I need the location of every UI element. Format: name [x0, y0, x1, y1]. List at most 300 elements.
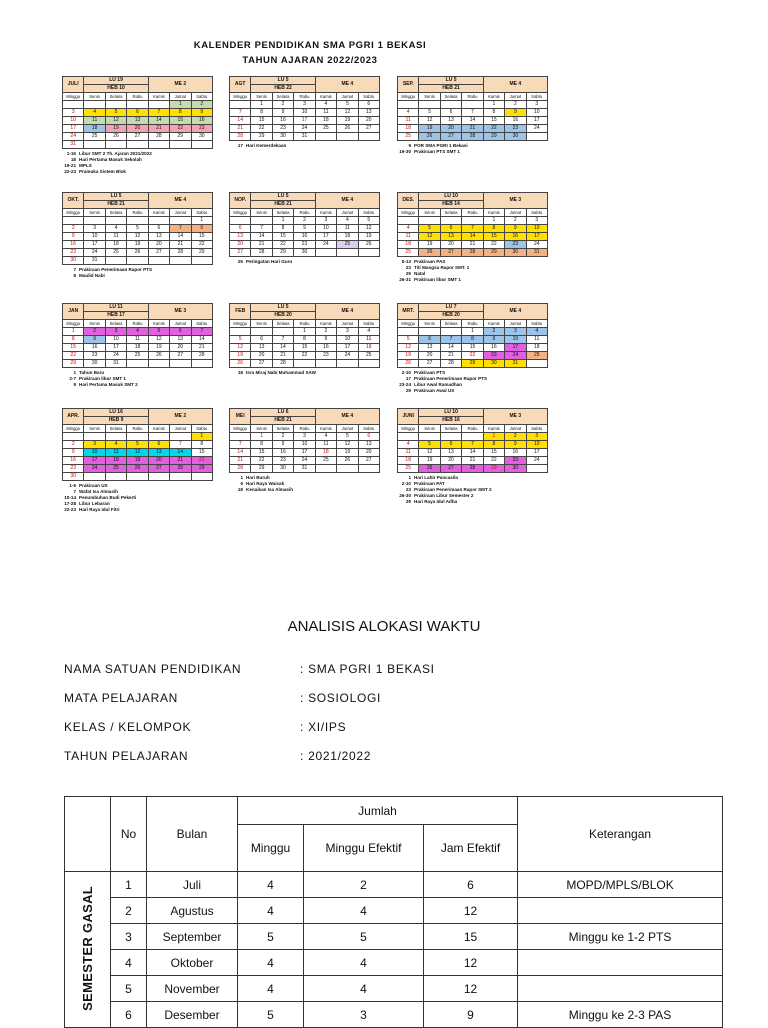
day-cell: 30: [272, 133, 293, 141]
month-me: ME 4: [148, 193, 212, 209]
day-cell: 18: [398, 125, 419, 133]
note-date: 18: [237, 487, 243, 492]
day-name: Jumat: [505, 425, 526, 433]
day-cell: 30: [505, 133, 526, 141]
day-cell: 31: [294, 465, 315, 473]
day-cell: 20: [148, 457, 169, 465]
day-name: Sabtu: [526, 93, 547, 101]
cell-minggu: 4: [238, 872, 304, 898]
note-date: 29: [405, 499, 411, 504]
note-date: 18: [70, 157, 76, 162]
day-name: Sabtu: [191, 209, 212, 217]
day-cell: [148, 141, 169, 149]
cell-no: 3: [111, 924, 147, 950]
day-cell: 1: [483, 433, 504, 441]
cell-no: 2: [111, 898, 147, 924]
day-cell: 6: [148, 441, 169, 449]
day-cell: 21: [462, 457, 483, 465]
header-jumlah: Jumlah: [238, 797, 518, 825]
day-name: Minggu: [230, 93, 251, 101]
day-name: Selasa: [272, 425, 293, 433]
day-name: Selasa: [272, 320, 293, 328]
cell-keterangan: MOPD/MPLS/BLOK: [518, 872, 723, 898]
day-cell: 9: [505, 225, 526, 233]
day-cell: 10: [294, 109, 315, 117]
day-cell: 21: [440, 352, 461, 360]
day-cell: [230, 101, 251, 109]
cell-minggu: 5: [238, 1002, 304, 1028]
day-cell: [398, 101, 419, 109]
day-cell: 12: [127, 449, 148, 457]
day-name: Rabu: [127, 425, 148, 433]
day-cell: 17: [105, 344, 126, 352]
day-cell: 6: [170, 328, 191, 336]
day-cell: 29: [170, 133, 191, 141]
day-cell: [337, 465, 358, 473]
day-cell: 16: [483, 344, 504, 352]
day-cell: 2: [63, 225, 84, 233]
month-me: ME 3: [483, 409, 547, 425]
day-cell: [127, 141, 148, 149]
day-cell: [272, 328, 293, 336]
day-name: Senin: [419, 425, 440, 433]
day-cell: 26: [105, 133, 126, 141]
cell-minggu: 4: [238, 898, 304, 924]
month-calendar-8: [397, 303, 547, 394]
day-cell: [358, 249, 379, 257]
day-cell: 22: [483, 241, 504, 249]
day-cell: 18: [315, 449, 336, 457]
day-cell: 11: [84, 117, 105, 125]
day-cell: 23: [191, 125, 212, 133]
day-cell: 27: [230, 249, 251, 257]
month-me: ME 2: [148, 77, 212, 93]
day-cell: 11: [337, 225, 358, 233]
day-cell: 19: [398, 352, 419, 360]
day-cell: 5: [419, 109, 440, 117]
note-date: 1: [240, 475, 243, 480]
day-cell: 22: [63, 352, 84, 360]
note-date: 10-14: [64, 495, 76, 500]
day-cell: 31: [294, 133, 315, 141]
note-text: Prakiraan libur SMT 1: [79, 376, 126, 381]
month-lu: LU 5: [251, 77, 315, 85]
day-cell: 22: [191, 241, 212, 249]
day-cell: 4: [398, 441, 419, 449]
table-row: [65, 976, 723, 1002]
header-minggu: Minggu: [238, 825, 304, 872]
day-cell: [170, 433, 191, 441]
day-name: Jumat: [337, 425, 358, 433]
day-cell: 20: [419, 352, 440, 360]
day-cell: 26: [337, 457, 358, 465]
day-cell: 10: [337, 336, 358, 344]
day-cell: 26: [419, 133, 440, 141]
day-cell: 16: [294, 233, 315, 241]
note-line: [229, 487, 379, 493]
note-text: Prakiraan PAT: [414, 481, 445, 486]
note-text: Prakiraan US: [79, 483, 108, 488]
day-cell: 27: [170, 352, 191, 360]
day-cell: [148, 217, 169, 225]
day-cell: 14: [462, 117, 483, 125]
day-cell: 4: [84, 109, 105, 117]
day-cell: 16: [505, 117, 526, 125]
month-notes: [62, 370, 212, 388]
day-cell: 24: [84, 465, 105, 473]
day-cell: 24: [505, 352, 526, 360]
day-name: Kamis: [315, 93, 336, 101]
day-cell: 7: [191, 328, 212, 336]
day-name: Minggu: [230, 425, 251, 433]
month-me: ME 4: [315, 304, 379, 320]
day-cell: 26: [127, 249, 148, 257]
day-cell: 7: [170, 441, 191, 449]
month-notes: [397, 370, 547, 394]
day-cell: 2: [294, 217, 315, 225]
day-cell: 9: [483, 336, 504, 344]
month-table: [397, 192, 548, 257]
day-cell: 20: [170, 344, 191, 352]
day-cell: 16: [191, 117, 212, 125]
day-name: Kamis: [315, 425, 336, 433]
month-calendar-2: [397, 76, 547, 155]
month-heb: HEB 20: [251, 312, 315, 320]
day-cell: 20: [440, 125, 461, 133]
day-name: Sabtu: [358, 209, 379, 217]
day-cell: 27: [440, 465, 461, 473]
month-table: [397, 303, 548, 368]
day-cell: 6: [440, 109, 461, 117]
day-cell: 2: [63, 441, 84, 449]
info-label: MATA PELAJARAN: [64, 691, 179, 705]
day-cell: [419, 433, 440, 441]
day-cell: 3: [526, 433, 547, 441]
note-date: 22-23: [64, 169, 76, 174]
day-cell: 10: [84, 449, 105, 457]
cell-bulan: Agustus: [147, 898, 238, 924]
day-cell: 12: [337, 441, 358, 449]
month-notes: [62, 151, 212, 175]
note-line: [397, 277, 547, 283]
day-name: Rabu: [294, 425, 315, 433]
day-cell: 17: [294, 117, 315, 125]
day-cell: 17: [84, 241, 105, 249]
day-cell: [440, 217, 461, 225]
day-cell: 23: [84, 352, 105, 360]
day-cell: 17: [315, 233, 336, 241]
month-lu: LU 7: [419, 304, 483, 312]
note-text: Hari Raya Idul Fitri: [79, 507, 120, 512]
month-table: [229, 303, 380, 368]
day-cell: 5: [127, 441, 148, 449]
day-name: Sabtu: [526, 209, 547, 217]
note-text: Prakiraan PTS: [414, 370, 446, 375]
day-cell: 21: [462, 125, 483, 133]
note-text: Maulid Nabi: [79, 273, 105, 278]
day-cell: 9: [272, 441, 293, 449]
day-cell: 23: [63, 249, 84, 257]
day-name: Minggu: [230, 320, 251, 328]
day-cell: 8: [483, 441, 504, 449]
month-table: [62, 192, 213, 265]
day-cell: 10: [315, 225, 336, 233]
day-cell: 13: [358, 441, 379, 449]
day-cell: 28: [230, 465, 251, 473]
day-cell: 20: [230, 241, 251, 249]
day-name: Sabtu: [191, 320, 212, 328]
day-name: Kamis: [148, 320, 169, 328]
day-name: Jumat: [505, 93, 526, 101]
month-table: [229, 192, 380, 257]
cell-jam: 9: [424, 1002, 518, 1028]
day-cell: [419, 101, 440, 109]
day-cell: 17: [526, 449, 547, 457]
day-cell: 25: [105, 249, 126, 257]
day-cell: 3: [105, 328, 126, 336]
day-cell: [419, 328, 440, 336]
day-cell: 23: [505, 457, 526, 465]
month-name: JAN: [63, 304, 84, 320]
month-me: ME 2: [148, 409, 212, 425]
day-cell: 22: [170, 125, 191, 133]
day-cell: 8: [63, 336, 84, 344]
day-name: Rabu: [462, 425, 483, 433]
month-notes: [62, 483, 212, 513]
note-date: 22-23: [64, 507, 76, 512]
day-cell: 3: [84, 225, 105, 233]
month-table: [397, 76, 548, 141]
day-cell: [84, 217, 105, 225]
month-notes: [229, 475, 379, 493]
day-name: Kamis: [148, 425, 169, 433]
cell-jam: 12: [424, 898, 518, 924]
day-name: Kamis: [315, 320, 336, 328]
day-cell: 23: [505, 241, 526, 249]
day-cell: 4: [315, 101, 336, 109]
day-name: Rabu: [294, 209, 315, 217]
day-cell: 25: [105, 465, 126, 473]
day-name: Sabtu: [358, 93, 379, 101]
day-cell: [105, 141, 126, 149]
day-cell: 2: [84, 328, 105, 336]
day-cell: [105, 433, 126, 441]
month-table: [62, 303, 213, 368]
day-cell: [170, 141, 191, 149]
day-cell: [315, 249, 336, 257]
month-heb: HEB 17: [84, 312, 148, 320]
day-cell: [191, 360, 212, 368]
month-lu: LU 5: [251, 304, 315, 312]
day-cell: 8: [191, 441, 212, 449]
day-cell: 11: [398, 117, 419, 125]
info-value: : SOSIOLOGI: [300, 691, 382, 705]
day-cell: 7: [440, 336, 461, 344]
note-date: 19-21: [64, 163, 76, 168]
day-cell: 8: [191, 225, 212, 233]
note-text: Pramuka Sistem Blok: [79, 169, 126, 174]
day-cell: 2: [505, 217, 526, 225]
day-cell: 27: [127, 133, 148, 141]
day-name: Rabu: [127, 209, 148, 217]
day-cell: 24: [337, 352, 358, 360]
month-name: AGT: [230, 77, 251, 93]
day-cell: 10: [294, 441, 315, 449]
day-cell: 28: [148, 133, 169, 141]
day-name: Jumat: [337, 93, 358, 101]
day-cell: 9: [315, 336, 336, 344]
day-cell: [127, 433, 148, 441]
month-heb: HEB 21: [251, 417, 315, 425]
month-table: [62, 408, 213, 481]
day-cell: 1: [63, 328, 84, 336]
note-text: POR SMA PGRI 1 Bekasi: [414, 143, 468, 148]
day-cell: 9: [191, 109, 212, 117]
day-cell: 3: [315, 217, 336, 225]
day-cell: 25: [84, 133, 105, 141]
day-cell: 11: [105, 449, 126, 457]
day-cell: 19: [358, 233, 379, 241]
day-cell: 31: [505, 360, 526, 368]
month-calendar-7: [229, 303, 379, 376]
day-cell: 10: [84, 233, 105, 241]
day-cell: [148, 257, 169, 265]
month-calendar-1: [229, 76, 379, 149]
day-cell: 11: [398, 233, 419, 241]
month-name: MRT.: [398, 304, 419, 320]
month-me: ME 4: [483, 77, 547, 93]
month-name: APR.: [63, 409, 84, 425]
day-cell: 21: [230, 125, 251, 133]
day-cell: 6: [419, 336, 440, 344]
day-cell: 28: [230, 133, 251, 141]
day-name: Kamis: [483, 93, 504, 101]
day-cell: 2: [272, 101, 293, 109]
month-name: FEB: [230, 304, 251, 320]
day-cell: 18: [398, 457, 419, 465]
day-cell: 30: [84, 360, 105, 368]
day-cell: 16: [63, 457, 84, 465]
day-cell: [127, 101, 148, 109]
day-name: Kamis: [148, 93, 169, 101]
day-cell: 30: [483, 360, 504, 368]
day-cell: 14: [462, 233, 483, 241]
day-cell: 14: [170, 233, 191, 241]
day-cell: 5: [127, 225, 148, 233]
day-cell: [170, 217, 191, 225]
day-cell: 18: [337, 233, 358, 241]
day-cell: 22: [251, 457, 272, 465]
month-heb: HEB 9: [84, 417, 148, 425]
day-cell: [105, 257, 126, 265]
day-name: Selasa: [440, 425, 461, 433]
day-cell: 6: [358, 433, 379, 441]
day-cell: 25: [398, 133, 419, 141]
day-cell: 9: [84, 336, 105, 344]
day-cell: 24: [315, 241, 336, 249]
day-cell: 17: [526, 233, 547, 241]
day-cell: [230, 433, 251, 441]
note-line: [229, 259, 379, 265]
day-name: Selasa: [105, 425, 126, 433]
day-cell: 1: [191, 217, 212, 225]
day-cell: [127, 257, 148, 265]
cell-efektif: 5: [304, 924, 424, 950]
note-text: Prakiraan libur SMT 1: [414, 277, 461, 282]
day-cell: 12: [398, 344, 419, 352]
day-cell: [526, 465, 547, 473]
day-cell: 24: [294, 125, 315, 133]
day-cell: 19: [337, 117, 358, 125]
day-cell: 29: [191, 249, 212, 257]
month-lu: LU 10: [419, 409, 483, 417]
table-row: [65, 924, 723, 950]
day-cell: [170, 360, 191, 368]
day-name: Rabu: [127, 320, 148, 328]
day-name: Jumat: [337, 320, 358, 328]
cell-efektif: 4: [304, 898, 424, 924]
month-notes: [229, 143, 379, 149]
day-cell: 25: [315, 457, 336, 465]
day-cell: [462, 433, 483, 441]
day-cell: 3: [294, 101, 315, 109]
day-cell: 19: [127, 241, 148, 249]
month-heb: HEB 22: [251, 85, 315, 93]
day-cell: 28: [170, 465, 191, 473]
day-cell: 25: [526, 352, 547, 360]
day-cell: 30: [63, 257, 84, 265]
note-text: Hari Raya Waisak: [246, 481, 285, 486]
day-cell: 23: [315, 352, 336, 360]
day-cell: 9: [63, 449, 84, 457]
day-cell: [230, 217, 251, 225]
day-name: Sabtu: [526, 425, 547, 433]
note-date: 17: [237, 143, 243, 148]
day-cell: 3: [526, 217, 547, 225]
day-cell: 15: [462, 344, 483, 352]
day-cell: 29: [272, 249, 293, 257]
day-cell: 2: [191, 101, 212, 109]
note-date: 9: [408, 143, 411, 148]
day-cell: 28: [272, 360, 293, 368]
day-cell: 3: [294, 433, 315, 441]
note-text: Prakiraan Penerimaan Rapor PTS: [414, 376, 488, 381]
day-cell: 18: [526, 344, 547, 352]
day-cell: [127, 217, 148, 225]
day-cell: 10: [505, 336, 526, 344]
day-cell: 24: [63, 133, 84, 141]
day-cell: 15: [483, 117, 504, 125]
note-text: Natal: [414, 271, 426, 276]
day-name: Selasa: [440, 209, 461, 217]
month-calendar-0: [62, 76, 212, 175]
day-cell: 4: [315, 433, 336, 441]
day-cell: 5: [419, 441, 440, 449]
day-cell: 2: [483, 328, 504, 336]
cell-bulan: Juli: [147, 872, 238, 898]
day-cell: 17: [337, 344, 358, 352]
day-name: Jumat: [505, 209, 526, 217]
note-text: Isra Miraj Nabi Muhammad SAW: [246, 370, 316, 375]
day-cell: 11: [105, 233, 126, 241]
note-line: [397, 149, 547, 155]
month-lu: LU 5: [419, 77, 483, 85]
day-cell: 25: [127, 352, 148, 360]
month-lu: LU 11: [84, 304, 148, 312]
day-cell: 31: [526, 249, 547, 257]
day-cell: [148, 360, 169, 368]
day-cell: 23: [505, 125, 526, 133]
